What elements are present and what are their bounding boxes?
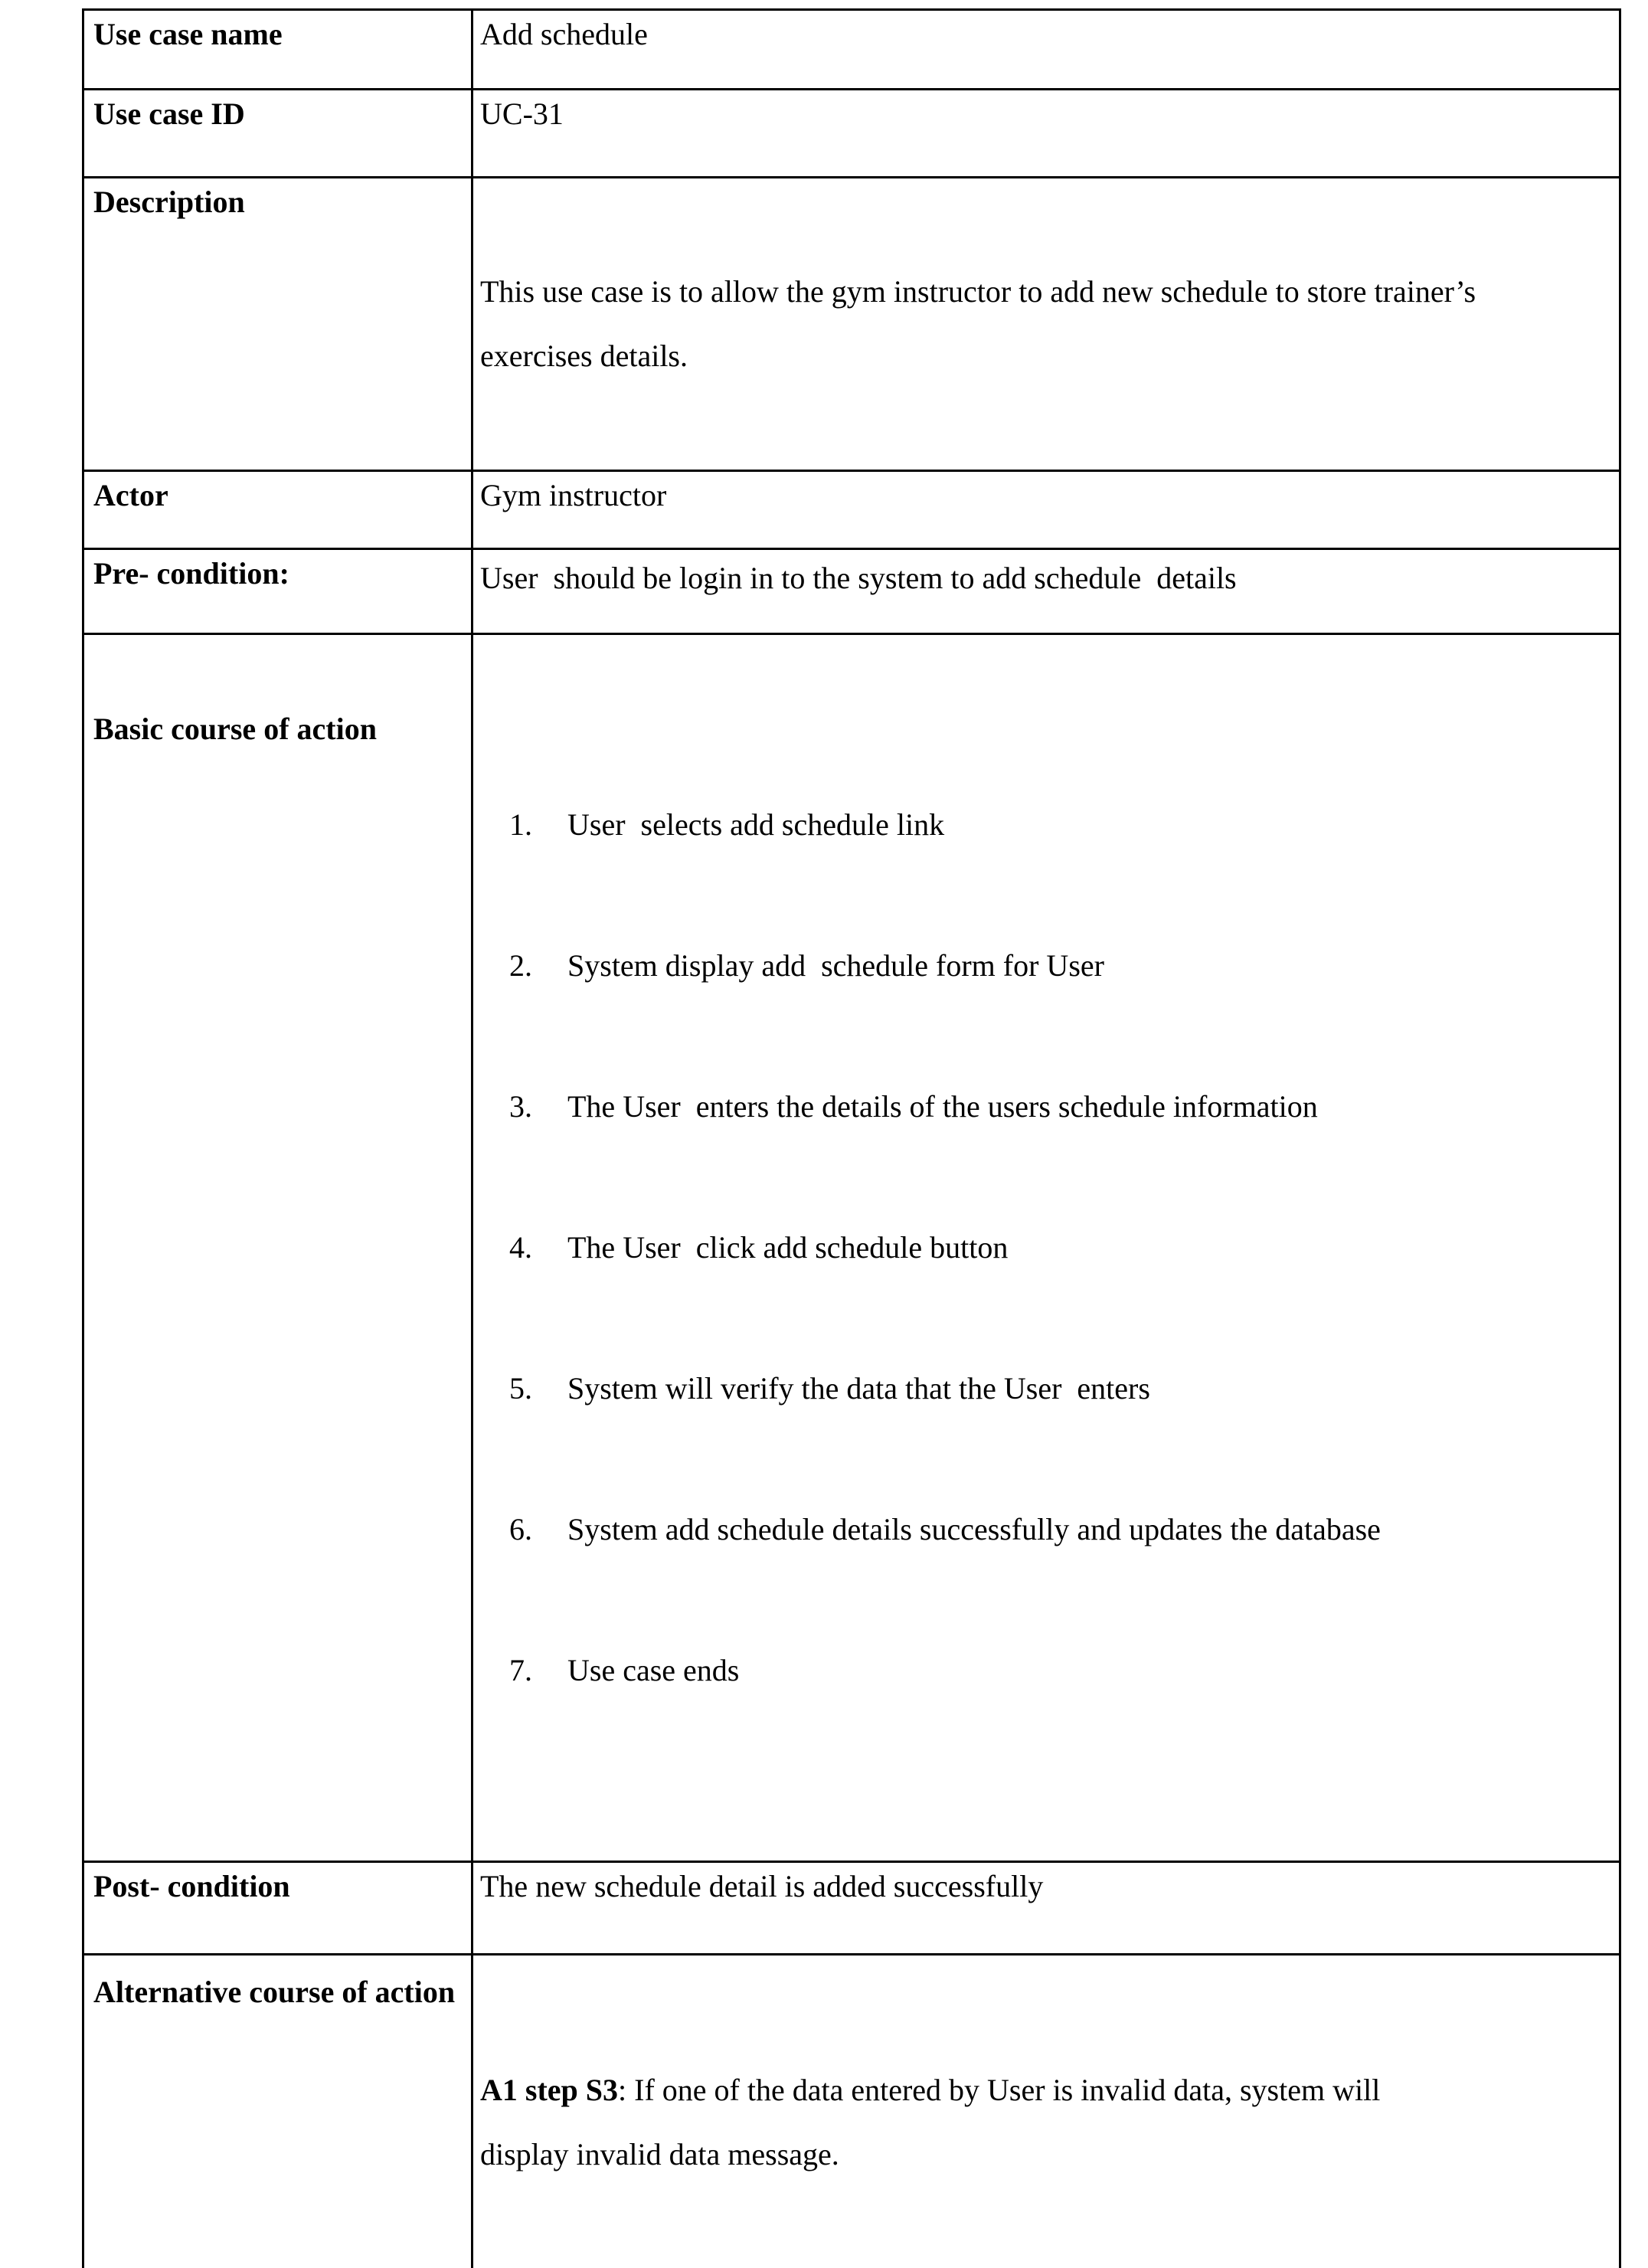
list-item (509, 1216, 1611, 1280)
step-text: System will verify the data that the User enters (567, 1357, 1611, 1421)
use-case-id-value: UC-31 (472, 90, 1620, 178)
step-number: 4. (509, 1216, 567, 1280)
row-alternative-course (83, 1955, 1620, 2268)
pre-condition-label: Pre- condition: (83, 549, 472, 634)
alternative-course-value (472, 1955, 1620, 2268)
step-text: User selects add schedule link (567, 793, 1611, 857)
basic-course-label: Basic course of action (83, 634, 472, 1862)
step-number: 2. (509, 934, 567, 998)
step-number: 5. (509, 1357, 567, 1421)
step-text: The User click add schedule button (567, 1216, 1611, 1280)
alternative-course-label: Alternative course of action (83, 1955, 472, 2268)
use-case-id-label: Use case ID (83, 90, 472, 178)
row-basic-course (83, 634, 1620, 1862)
step-number: 7. (509, 1638, 567, 1703)
list-item (509, 1075, 1611, 1139)
use-case-table (82, 8, 1621, 2268)
basic-course-value (472, 634, 1620, 1862)
actor-label: Actor (83, 471, 472, 549)
alternative-step-ref: A1 step S3 (480, 2073, 618, 2107)
post-condition-value: The new schedule detail is added successfully (472, 1862, 1620, 1955)
description-value (472, 178, 1620, 471)
step-number: 3. (509, 1075, 567, 1139)
list-item (509, 1497, 1611, 1562)
alternative-course-text (480, 2058, 1453, 2187)
step-text: The User enters the details of the users schedule information (567, 1075, 1611, 1139)
row-post-condition (83, 1862, 1620, 1955)
pre-condition-value: User should be login in to the system to add schedule details (472, 549, 1620, 634)
use-case-name-value: Add schedule (472, 10, 1620, 90)
step-number: 6. (509, 1497, 567, 1562)
row-use-case-id (83, 90, 1620, 178)
post-condition-label: Post- condition (83, 1862, 472, 1955)
basic-course-steps (480, 716, 1611, 1779)
list-item (509, 1357, 1611, 1421)
list-item (509, 1638, 1611, 1703)
description-text: This use case is to allow the gym instructor to add new schedule to store trainer’s exercises details. (480, 260, 1506, 388)
step-text: Use case ends (567, 1638, 1611, 1703)
alternative-step-detail: : If one of the data entered by User is invalid data, system will display invalid data message. (480, 2073, 1388, 2171)
step-text: System display add schedule form for User (567, 934, 1611, 998)
row-use-case-name (83, 10, 1620, 90)
row-description (83, 178, 1620, 471)
row-actor (83, 471, 1620, 549)
list-item (509, 793, 1611, 857)
actor-value: Gym instructor (472, 471, 1620, 549)
step-number: 1. (509, 793, 567, 857)
use-case-name-label: Use case name (83, 10, 472, 90)
description-label: Description (83, 178, 472, 471)
step-text: System add schedule details successfully and updates the database (567, 1497, 1611, 1562)
row-pre-condition (83, 549, 1620, 634)
list-item (509, 934, 1611, 998)
